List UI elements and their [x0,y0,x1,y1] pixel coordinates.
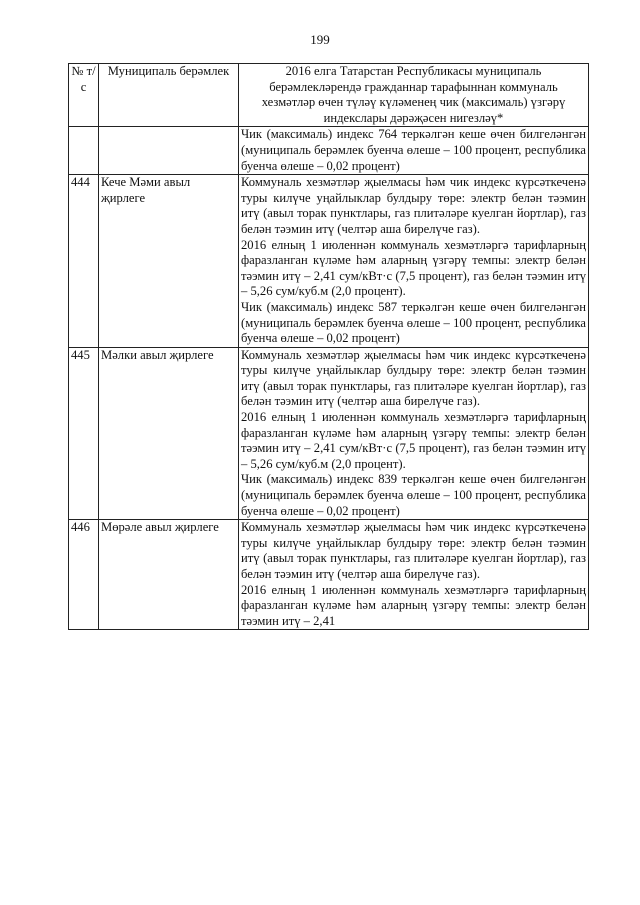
header-municipality: Муниципаль берәмлек [99,64,239,127]
header-justification: 2016 елга Татарстан Республикасы муниципаль берәмлекләрендә гражданнар тарафыннан коммуналь хезмәтләр өчен түләү күләменең чик (максималь) үзгәрү индекслары дәрәҗәсен нигезләү* [239,64,589,127]
paragraph: Чик (максималь) индекс 764 теркәлгән кеше өчен билгеләнгән (муниципаль берәмлек буенча өлеше – 100 процент, республика буенча өлеше – 0,02 процент) [241,127,586,173]
row-number: 445 [69,347,99,520]
paragraph: Коммуналь хезмәтләр җыелмасы һәм чик индекс күрсәткеченә туры килүче уңайлыклар булдыру төре: электр белән тәэмин итү (авыл торак пунктлары, газ плитәләре куелган йортлар), газ белән тәэмин итү (челтәр аша бирелүче газ). [241,347,586,409]
tariff-table [68,63,589,630]
paragraph: Коммуналь хезмәтләр җыелмасы һәм чик индекс күрсәткеченә туры килүче уңайлыклар булдыру төре: электр белән тәэмин итү (авыл торак пунктлары, газ плитәләре куелган йортлар), газ белән тәэмин итү (челтәр аша бирелүче газ). [241,520,586,581]
paragraph: 2016 елның 1 июленнән коммуналь хезмәтләргә тарифларның фаразланган күләме һәм аларның үзгәрү темпы: электр белән тәэмин итү – 2,41 сум/кВт·с (7,5 процент), газ белән тәэмин итү – 5,26 сум/куб.м (2,0 процент). [241,410,586,471]
header-number: № т/с [69,64,99,127]
table-row [69,347,589,520]
row-municipality: Мәлки авыл җирлеге [99,347,239,520]
row-number: 444 [69,175,99,348]
row-municipality: Кече Мәми авыл җирлеге [99,175,239,348]
row-text [239,520,589,630]
table-row [69,127,589,175]
paragraph: 2016 елның 1 июленнән коммуналь хезмәтләргә тарифларның фаразланган күләме һәм аларның үзгәрү темпы: электр белән тәэмин итү – 2,41 [241,582,586,628]
page-number: 199 [310,32,330,47]
row-municipality: Мөрәле авыл җирлеге [99,520,239,630]
row-text [239,175,589,348]
paragraph: 2016 елның 1 июленнән коммуналь хезмәтләргә тарифларның фаразланган күләме һәм аларның үзгәрү темпы: электр белән тәэмин итү – 2,41 сум/кВт·с (7,5 процент), газ белән тәэмин итү – 5,26 сум/куб.м (2,0 процент). [241,237,586,299]
table-header-row [69,64,589,127]
row-number [69,127,99,175]
paragraph: Чик (максималь) индекс 839 теркәлгән кеше өчен билгеләнгән (муниципаль берәмлек буенча өлеше – 100 процент, республика буенча өлеше – 0,02 процент) [241,472,586,518]
row-text [239,127,589,175]
row-number: 446 [69,520,99,630]
paragraph: Чик (максималь) индекс 587 теркәлгән кеше өчен билгеләнгән (муниципаль берәмлек буенча өлеше – 100 процент, республика буенча өлеше – 0,02 процент) [241,299,586,346]
table-row [69,175,589,348]
table-row [69,520,589,630]
paragraph: Коммуналь хезмәтләр җыелмасы һәм чик индекс күрсәткеченә туры килүче уңайлыклар булдыру төре: электр белән тәэмин итү (авыл торак пунктлары, газ плитәләре куелган йортлар), газ белән тәэмин итү (челтәр аша бирелүче газ). [241,175,586,236]
row-municipality [99,127,239,175]
row-text [239,347,589,520]
